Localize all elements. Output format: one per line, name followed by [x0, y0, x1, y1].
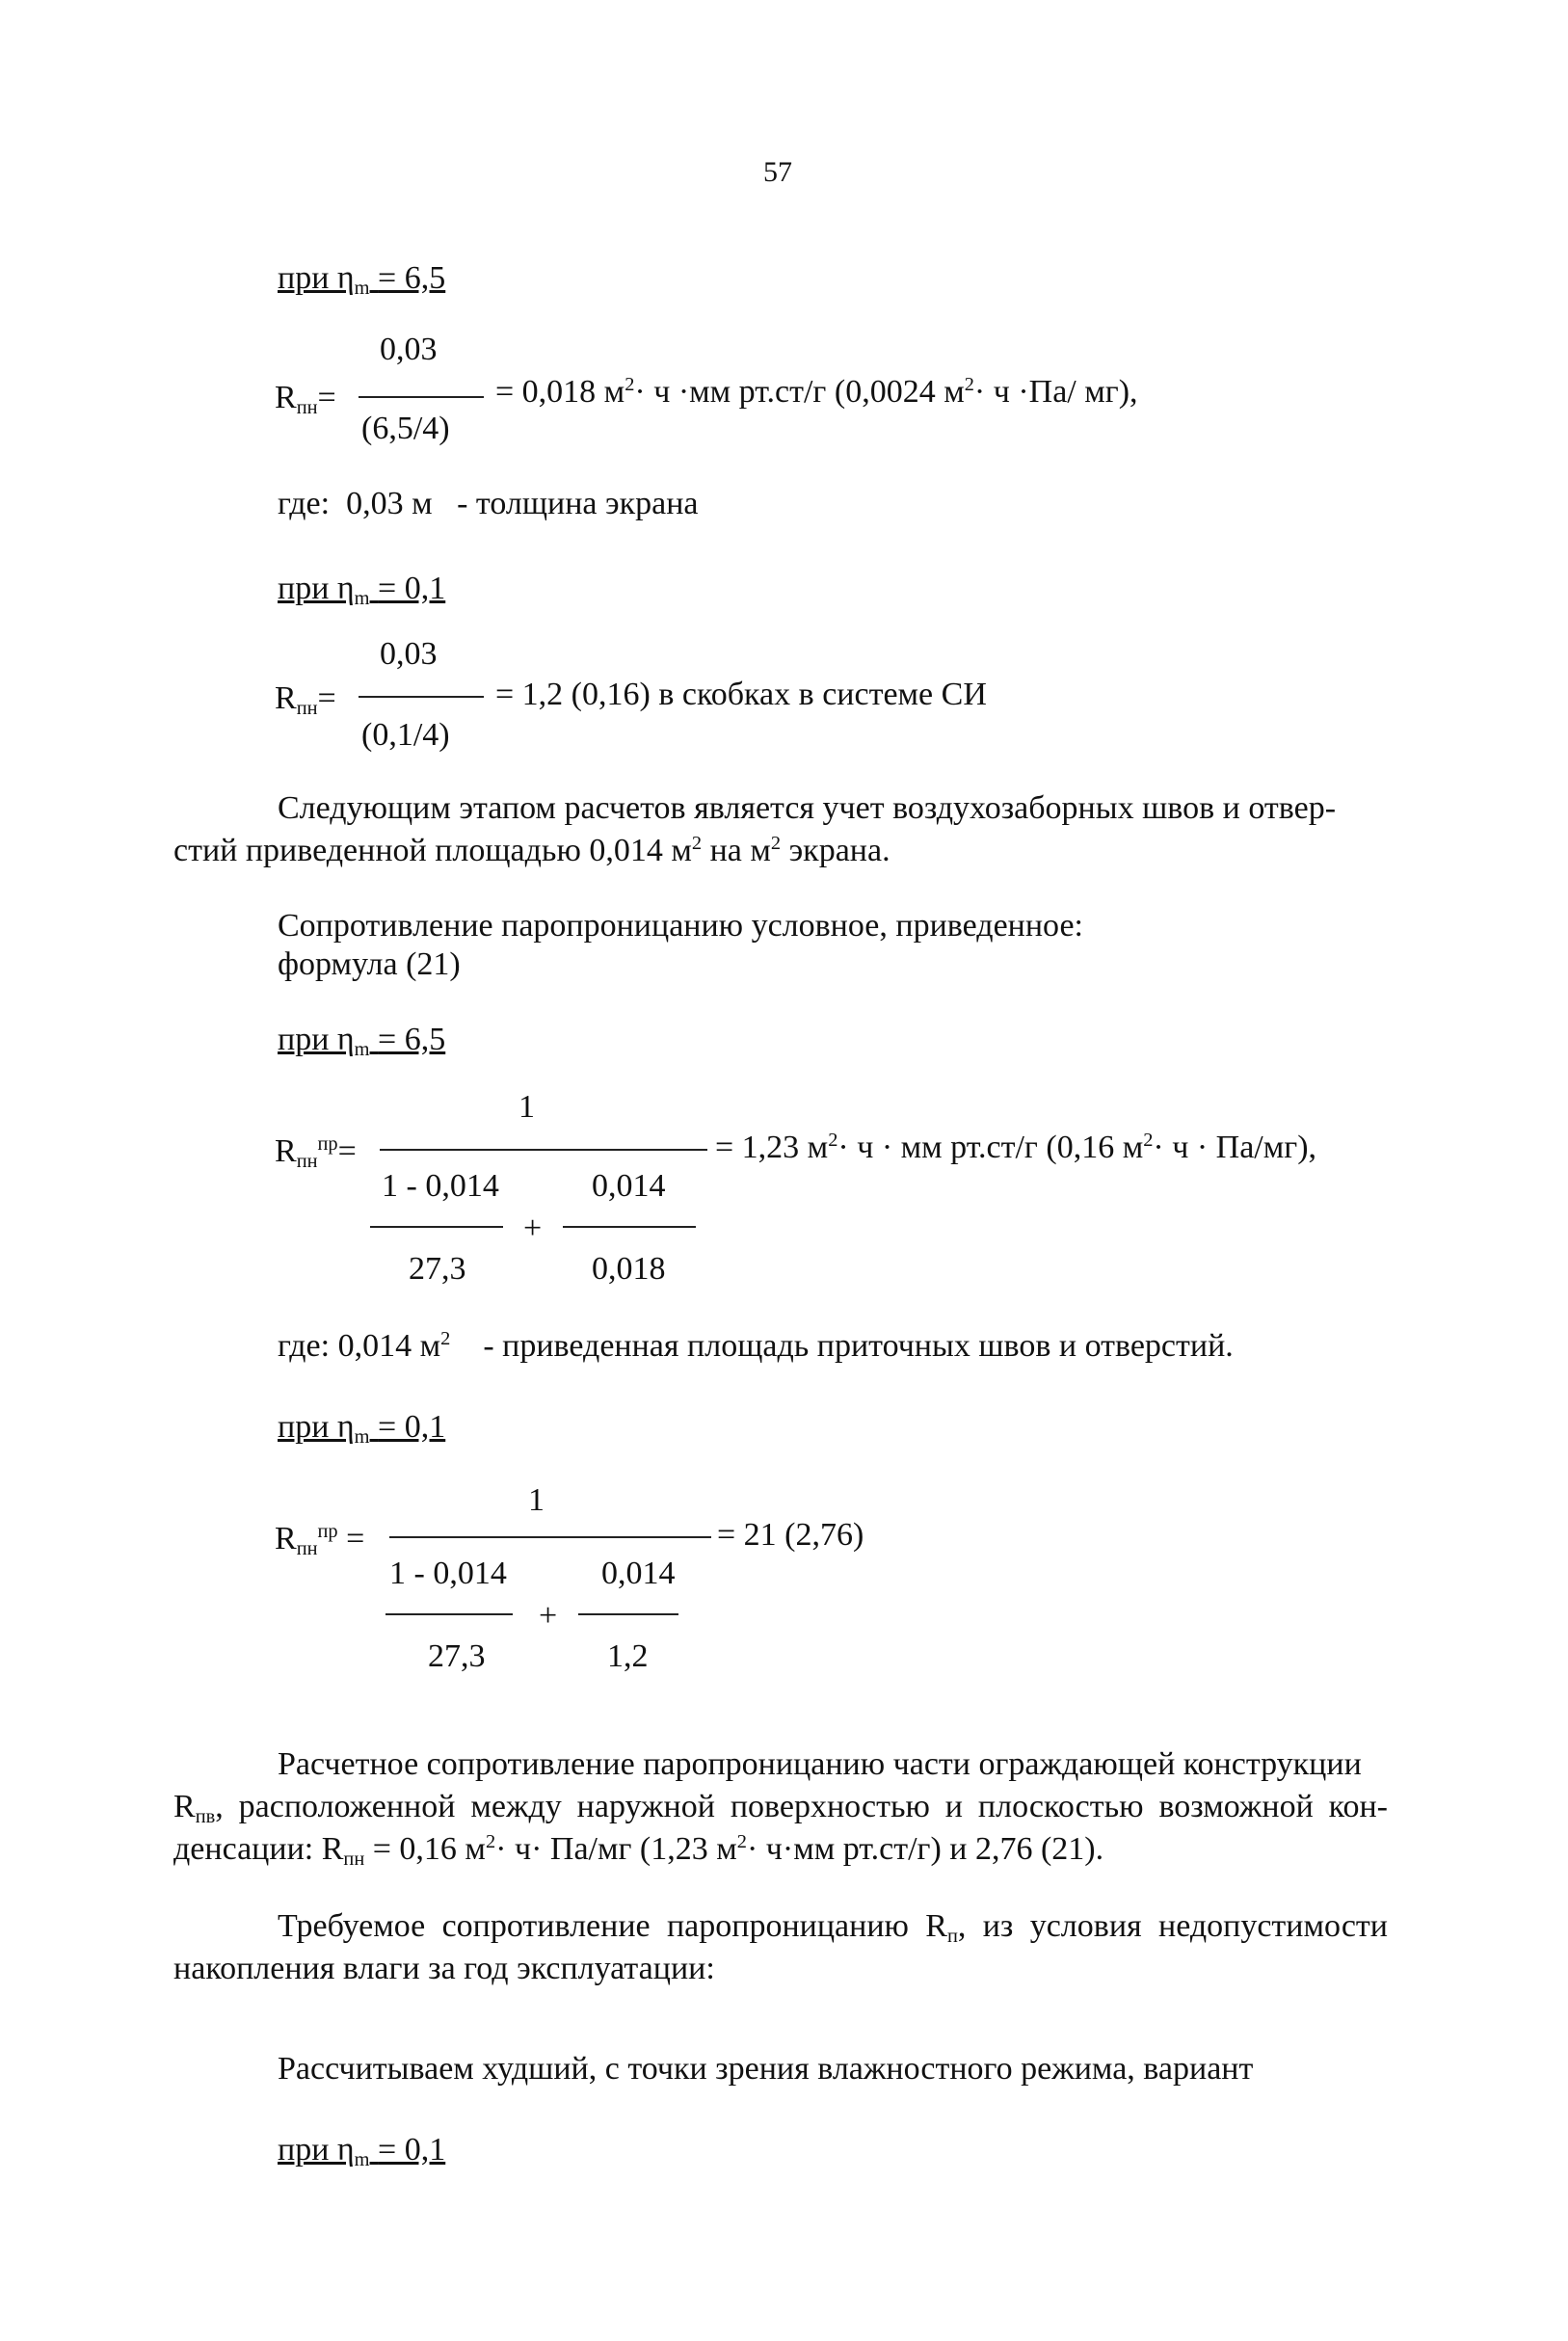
- plus-sign: +: [539, 1598, 558, 1634]
- fraction-top: 1: [518, 1089, 535, 1125]
- sub-fraction-bar: [578, 1613, 678, 1615]
- sub-fraction-bar: [370, 1226, 503, 1228]
- fraction-bar-main: [380, 1149, 707, 1151]
- formula-reference: формула (21): [278, 946, 461, 982]
- paragraph-continuation: $R_{пв}$, расположенной между наружной поверхностью и плоскостью возможной кон-: [173, 1789, 1388, 1828]
- formula-lhs: $R_{пн}=$: [275, 380, 336, 419]
- formula-lhs: $R_{пн}^{пр}=$: [275, 1132, 357, 1173]
- sub-fraction-denominator: 27,3: [428, 1638, 486, 1674]
- formula-result: = 21 (2,76): [717, 1517, 864, 1553]
- paragraph-continuation: накопления влаги за год эксплуатации:: [173, 1951, 715, 1986]
- paragraph: Требуемое сопротивление паропроницанию $R_п$, из условия недопустимости: [278, 1908, 1388, 1948]
- where-note: где: 0,03 м - толщина экрана: [278, 486, 699, 521]
- paragraph: Расчетное сопротивление паропроницанию части ограждающей конструкции: [278, 1746, 1362, 1782]
- paragraph: Сопротивление паропроницанию условное, приведенное:: [278, 908, 1084, 944]
- sub-fraction-denominator: 27,3: [409, 1251, 466, 1287]
- paragraph-continuation: денсации: $R_{пн} = 0,16$ $м^2\cdot ч\cdot Па/мг$ (1,23 $м^2\cdot ч\cdot мм$ рт.ст/г) и 2,76 (21).: [173, 1830, 1104, 1871]
- fraction-numerator: 0,03: [380, 636, 438, 672]
- sub-fraction-numerator: 0,014: [592, 1168, 666, 1204]
- condition-heading: при $\eta_m = 0,1$: [278, 1409, 446, 1449]
- fraction-top: 1: [528, 1482, 545, 1518]
- where-note: где: 0,014 $м^2$ - приведенная площадь приточных швов и отверстий.: [278, 1327, 1234, 1364]
- sub-fraction-denominator: 1,2: [607, 1638, 649, 1674]
- condition-heading: при $\eta_m = 0,1$: [278, 571, 446, 610]
- fraction-bar: [359, 396, 484, 398]
- condition-heading: при $\eta_m = 6,5$: [278, 1022, 446, 1061]
- sub-fraction-numerator: 1 - 0,014: [382, 1168, 499, 1204]
- formula-lhs: $R_{пн}^{пр}$ =: [275, 1520, 365, 1560]
- fraction-denominator: (0,1/4): [361, 717, 450, 753]
- formula-result: = 0,018 $м^2\cdot ч \cdot мм$ рт.ст/г (0,0024 $м^2\cdot ч \cdot Па/$ мг),: [495, 373, 1138, 410]
- sub-fraction-bar: [563, 1226, 696, 1228]
- formula-lhs: $R_{пн}=$: [275, 680, 336, 720]
- formula-result: = 1,23 $м^2\cdot ч$ · мм рт.ст/г (0,16 $м^2\cdot ч \cdot Па/мг$),: [715, 1129, 1317, 1165]
- condition-heading: при $\eta_m = 0,1$: [278, 2132, 446, 2171]
- sub-fraction-numerator: 1 - 0,014: [389, 1556, 507, 1591]
- condition-heading: при $\eta_m = 6,5$: [278, 260, 446, 300]
- fraction-denominator: (6,5/4): [361, 411, 450, 446]
- fraction-bar-main: [389, 1536, 711, 1538]
- paragraph-continuation: стий приведенной площадью 0,014 $м^2$ на $м^2$ экрана.: [173, 832, 890, 868]
- sub-fraction-denominator: 0,018: [592, 1251, 666, 1287]
- sub-fraction-numerator: 0,014: [601, 1556, 676, 1591]
- fraction-bar: [359, 696, 484, 698]
- plus-sign: +: [523, 1210, 543, 1246]
- paragraph: Рассчитываем худший, с точки зрения влажностного режима, вариант: [278, 2051, 1254, 2087]
- page-number: 57: [763, 156, 792, 188]
- sub-fraction-bar: [385, 1613, 513, 1615]
- paragraph: Следующим этапом расчетов является учет воздухозаборных швов и отвер-: [278, 790, 1337, 826]
- formula-result: = 1,2 (0,16) в скобках в системе СИ: [495, 677, 987, 712]
- fraction-numerator: 0,03: [380, 332, 438, 367]
